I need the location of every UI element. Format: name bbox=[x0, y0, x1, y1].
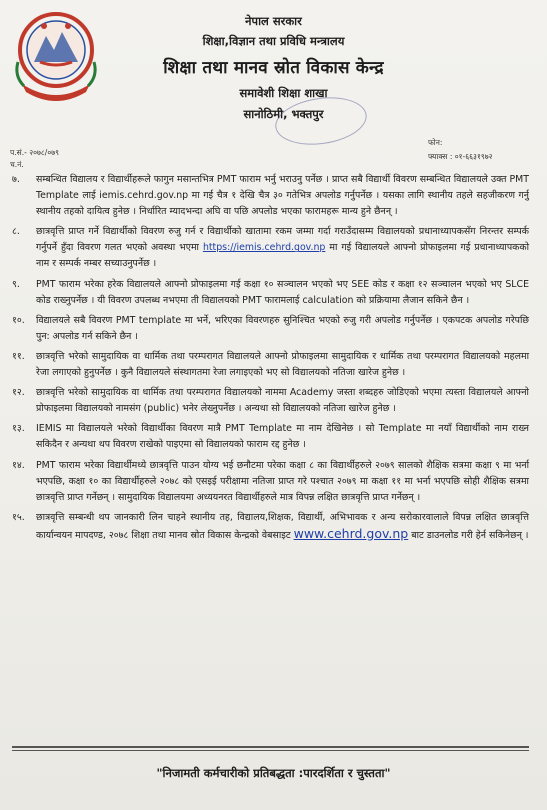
location-heading: सानोठिमी, भक्तपुर bbox=[243, 107, 324, 121]
item-number: १३. bbox=[12, 423, 25, 435]
item-text: PMT फाराम भरेका हरेक विद्यालयले आफ्नो प्रोफाइलमा गई कक्षा १० सञ्चालन भएको भए SEE कोड र कक्षा १२ सञ्चालन भएको भए SLCE कोड राख्नुपर्नेछ । यी विवरण उपलब्ध नभएमा ती विद्यालयको PMT फारामलाई calculation को प्रक्रियामा लैजान सकिने छैन । bbox=[36, 278, 529, 306]
website-link[interactable]: www.cehrd.gov.np bbox=[293, 525, 409, 541]
list-item bbox=[12, 313, 529, 345]
list-item bbox=[12, 277, 529, 309]
iemis-link[interactable]: https://iemis.cehrd.gov.np bbox=[202, 242, 326, 254]
item-text-part: मा गई विद्यालयले आफ्नो प्रोफाइलमा गई प्रधानाध्यापकको नाम र सम्पर्क नम्बर सच्याउनुपर्नेछ । bbox=[36, 242, 530, 270]
item-number: ७. bbox=[12, 174, 20, 185]
list-item bbox=[12, 172, 529, 220]
item-number: १५. bbox=[12, 511, 25, 523]
item-text: विद्यालयले सबै विवरण PMT template मा भर्ने, भरिएका विवरणहरु सुनिश्चित भएको रुजु गरी अपलोड गर्नुपर्नेछ । एकपटक अपलोड गरेपछि पुन: अपलोड गर्न सकिने छैन । bbox=[36, 314, 529, 342]
item-text: IEMIS मा विद्यालयले भरेको विद्यार्थीका विवरण मात्रै PMT Template मा नाम देखिनेछ । सो Template मा नयाँ विद्यार्थीको नाम राख्न सकिदैन र अन्यथा थप विवरण राखेको पाइएमा सो विद्यालयको फाराम रद्द हुनेछ । bbox=[36, 423, 529, 451]
item-text bbox=[36, 510, 529, 544]
item-number: १२. bbox=[12, 387, 25, 399]
notice-body bbox=[12, 172, 529, 548]
list-item bbox=[12, 510, 529, 544]
item-text: छात्रवृत्ति भरेको सामुदायिक वा धार्मिक तथा परम्परागत विद्यालयले आफ्नो प्रोफाइलमा सामुदायिक र धार्मिक तथा परम्परागत विद्यालयको महलमा रेजा लगाएको हुनुपर्नेछ । कुनै विद्यालयले संस्थागतमा रेजा लगाइएको भए सो विद्यालयको नतिजा खारेज हुनेछ । bbox=[36, 350, 529, 379]
list-item bbox=[12, 458, 529, 506]
item-number: ८. bbox=[12, 226, 20, 238]
ministry-heading: शिक्षा,विज्ञान तथा प्रविधि मन्त्रालय bbox=[202, 34, 345, 48]
phone-label: फोन: bbox=[428, 138, 443, 147]
item-text-part: छात्रवृत्ति प्राप्त गर्ने विद्यार्थीको विवरण रुजु गर्न र विद्यार्थीको खातामा रकम जम्मा गर्दा गराउँदासम्म विद्यालयको प्रधानाध्यापकसँग निरन्तर सम्पर्क गर्नुपर्ने हुँदा विवरण गलत भएको अवस्था भएमा bbox=[36, 226, 529, 254]
item-text-part: बाट डाउनलोड गरी हेर्न सकिनेछन् । bbox=[411, 529, 529, 541]
list-item bbox=[12, 421, 529, 453]
item-text: सम्बन्धित विद्यालय र विद्यार्थीहरूले फागुन मसान्तभित्र PMT फाराम भर्नु भराउनु पर्नेछ । प्राप्त सबै विद्यार्थी विवरण सम्बन्धित विद्यालयले उक्त PMT Template लाई iemis.cehrd.gov.np मा गई चैत्र १ देखि चैत्र ३० गतेभित्र अपलोड गर्नुपर्नेछ । यसका लागि स्थानीय तहले सहजीकरण गर्नु स्थानीय तहको दायित्व हुनेछ । निर्धारित म्यादभन्दा अघि वा पछि अपलोड भएका फारामहरू मान्य हुने छैनन् । bbox=[36, 174, 529, 218]
item-text-part: छात्रवृत्ति सम्बन्धी थप जानकारी लिन चाहने स्थानीय तह, विद्यालय,शिक्षक, विद्यार्थी, अभिभावक र अन्य सरोकारवालाले विपन्न लक्षित छात्रवृत्ति कार्यान्वयन मापदण्ड, २०७८ शिक्षा तथा मानव स्रोत विकास केन्द्रको वेबसाइट bbox=[36, 511, 529, 541]
item-number: १४. bbox=[12, 459, 25, 471]
section-heading: समावेशी शिक्षा शाखा bbox=[239, 86, 328, 100]
dispatch-number: च.नं. bbox=[10, 160, 24, 169]
item-text bbox=[36, 224, 529, 272]
footer-divider-thin bbox=[12, 750, 529, 751]
gov-heading: नेपाल सरकार bbox=[245, 14, 302, 28]
footer-divider bbox=[12, 746, 529, 748]
item-text: छात्रवृत्ति भरेको सामुदायिक वा धार्मिक तथा परम्परागत विद्यालयको नाममा Academy जस्ता शब्दहरु जोडिएको भएमा त्यस्ता विद्यालयले आफ्नो प्रोफाइलमा विद्यालयको नामसंग (public) भनेर लेख्नुपर्नेछ । अन्यथा सो विद्यालयको नतिजा खारेज हुनेछ । bbox=[36, 387, 529, 415]
list-item bbox=[12, 349, 529, 381]
footer-motto: "निजामती कर्मचारीको प्रतिबद्धता :पारदर्शिता र चुस्तता" bbox=[156, 766, 391, 780]
fax-number: फ्याक्स : ०१-६६३१९७२ bbox=[428, 152, 493, 161]
item-text: PMT फाराम भरेका विद्यार्थीमध्ये छात्रवृत्ति पाउन योग्य भई छनौटमा परेका कक्षा ८ का विद्यार्थीहरुले २०७९ सालको शैक्षिक सत्रमा कक्षा ९ मा भर्ना भएपछि, कक्षा १० का विद्यार्थीहरुले २०७८ को एसइई परीक्षामा नतिजा प्राप्त गरे पश्चात २०७९ मा कक्षा ११ मा भर्ना भएपछि सोही शैक्षिक सत्रमा छात्रवृत्ति प्राप्त गर्नेछन् । सामुदायिक विद्यालयमा अध्ययनरत विद्यार्थीहरुले मात्र विपन्न लक्षित छात्रवृत्ति प्राप्त गर्नेछन् । bbox=[36, 459, 529, 503]
item-number: ११. bbox=[12, 350, 25, 362]
center-heading: शिक्षा तथा मानव स्रोत विकास केन्द्र bbox=[163, 58, 384, 78]
list-item bbox=[12, 385, 529, 417]
item-number: १०. bbox=[12, 314, 25, 326]
item-number: ९. bbox=[12, 278, 20, 290]
reference-number: प.सं.- २०७८/०७९ bbox=[10, 148, 60, 157]
list-item bbox=[12, 224, 529, 272]
